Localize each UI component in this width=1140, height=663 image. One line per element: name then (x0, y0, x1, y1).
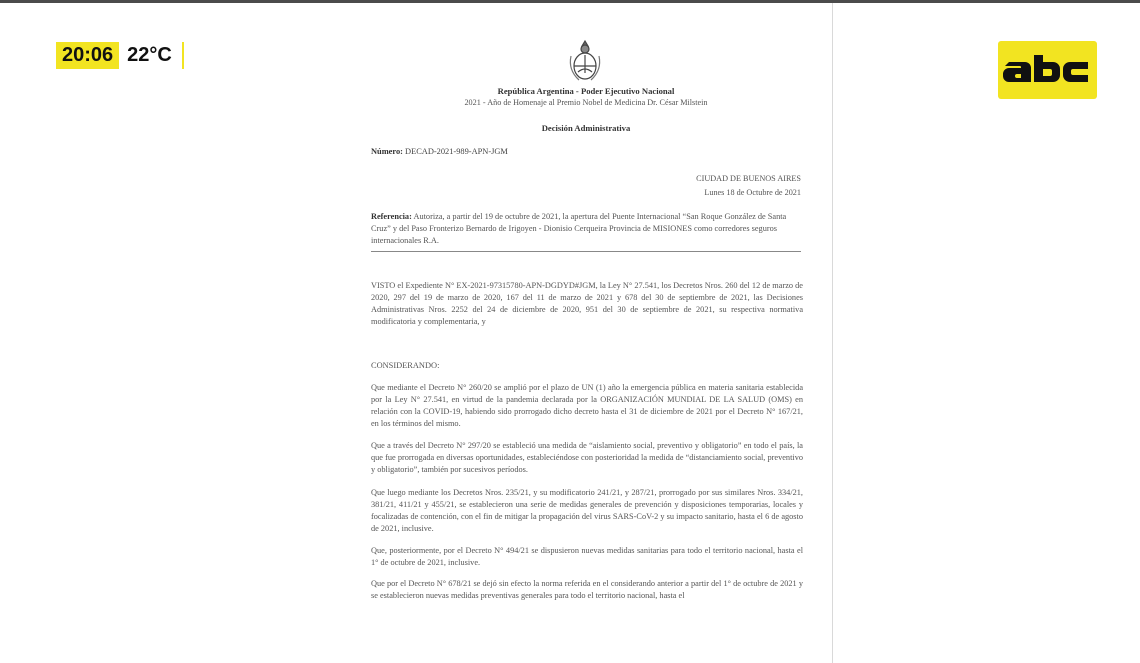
argentina-coat-of-arms-icon (566, 38, 604, 84)
considerando-paragraph: Que por el Decreto N° 678/21 se dejó sin efecto la norma referida en el considerando anterior a partir del 1° de octubre de 2021 y se establecieron nuevas medidas preventivas generales para todo el territorio nacional, hasta el (371, 579, 803, 600)
numero-value: DECAD-2021-989-APN-JGM (405, 147, 508, 156)
document-header-title: República Argentina - Poder Ejecutivo Nacional (497, 86, 675, 96)
top-border (0, 0, 1140, 3)
temperature-display: 22°C (119, 42, 184, 69)
referencia-text: Autoriza, a partir del 19 de octubre de 2021, la apertura del Puente Internacional “San Roque González de Santa Cruz” y del Paso Fronterizo Bernardo de Irigoyen - Dionisio Cerqueira Provincia de MISIONES como corredores seguros internacionales R.A. (371, 212, 787, 245)
considerando-paragraph: Que a través del Decreto N° 297/20 se estableció una medida de “aislamiento social, preventivo y obligatorio” en todo el país, la que fue prorrogada en diversas oportunidades, estableciéndose con posterioridad la medida de “distanciamiento social, preventivo y obligatorio”, también por sucesivos períodos. (371, 441, 803, 474)
tv-clock-overlay (56, 42, 184, 69)
considerando-paragraph: Que, posteriormente, por el Decreto N° 494/21 se dispusieron nuevas medidas sanitarias para todo el territorio nacional, hasta el 1° de octubre de 2021, inclusive. (371, 546, 803, 567)
time-display: 20:06 (56, 42, 119, 69)
document-header-subtitle: 2021 - Año de Homenaje al Premio Nobel de Medicina Dr. César Milstein (464, 98, 708, 107)
abc-logo (998, 41, 1097, 99)
considerando-paragraph: Que mediante el Decreto N° 260/20 se amplió por el plazo de UN (1) año la emergencia pública en materia sanitaria establecida por la Ley N° 27.541, en virtud de la pandemia declarada por la ORGANIZACIÓN MUNDIAL DE LA SALUD (OMS) en relación con la COVID-19, habiendo sido prorrogado dicho decreto hasta el 31 de diciembre de 2021 por el Decreto N° 167/21, en los términos del mismo. (371, 383, 803, 428)
referencia-divider (371, 251, 801, 252)
document-number (371, 147, 508, 156)
document-type-title: Decisión Administrativa (541, 123, 631, 133)
considerando-paragraph: Que luego mediante los Decretos Nros. 235/21, y su modificatorio 241/21, y 287/21, prorrogado por sus similares Nros. 334/21, 381/21, 411/21 y 455/21, se establecieron una serie de medidas generales de prevención y disposiciones temporarias, locales y focalizadas de contención, con el fin de mitigar la propagación del virus SARS-CoV-2 y su impacto sanitario, hasta el 6 de agosto de 2021, inclusive. (371, 488, 803, 533)
numero-label: Número: (371, 147, 403, 156)
abc-logo-icon (1003, 52, 1093, 88)
visto-paragraph: VISTO el Expediente N° EX-2021-97315780-APN-DGDYD#JGM, la Ley N° 27.541, los Decretos Nros. 260 del 12 de marzo de 2020, 297 del 19 de marzo de 2020, 167 del 11 de marzo de 2021 y 678 del 30 de septiembre de 2021, las Decisiones Administrativas Nros. 2252 del 24 de diciembre de 2020, 951 del 30 de septiembre de 2021, su respectiva normativa modificatoria y complementaria, y (371, 281, 803, 326)
document-city: CIUDAD DE BUENOS AIRES (696, 174, 801, 183)
considerando-heading: CONSIDERANDO: (371, 361, 440, 370)
referencia-block (371, 211, 801, 247)
document-date: Lunes 18 de Octubre de 2021 (704, 188, 801, 197)
page-edge-divider (832, 3, 833, 663)
referencia-label: Referencia: (371, 212, 412, 221)
